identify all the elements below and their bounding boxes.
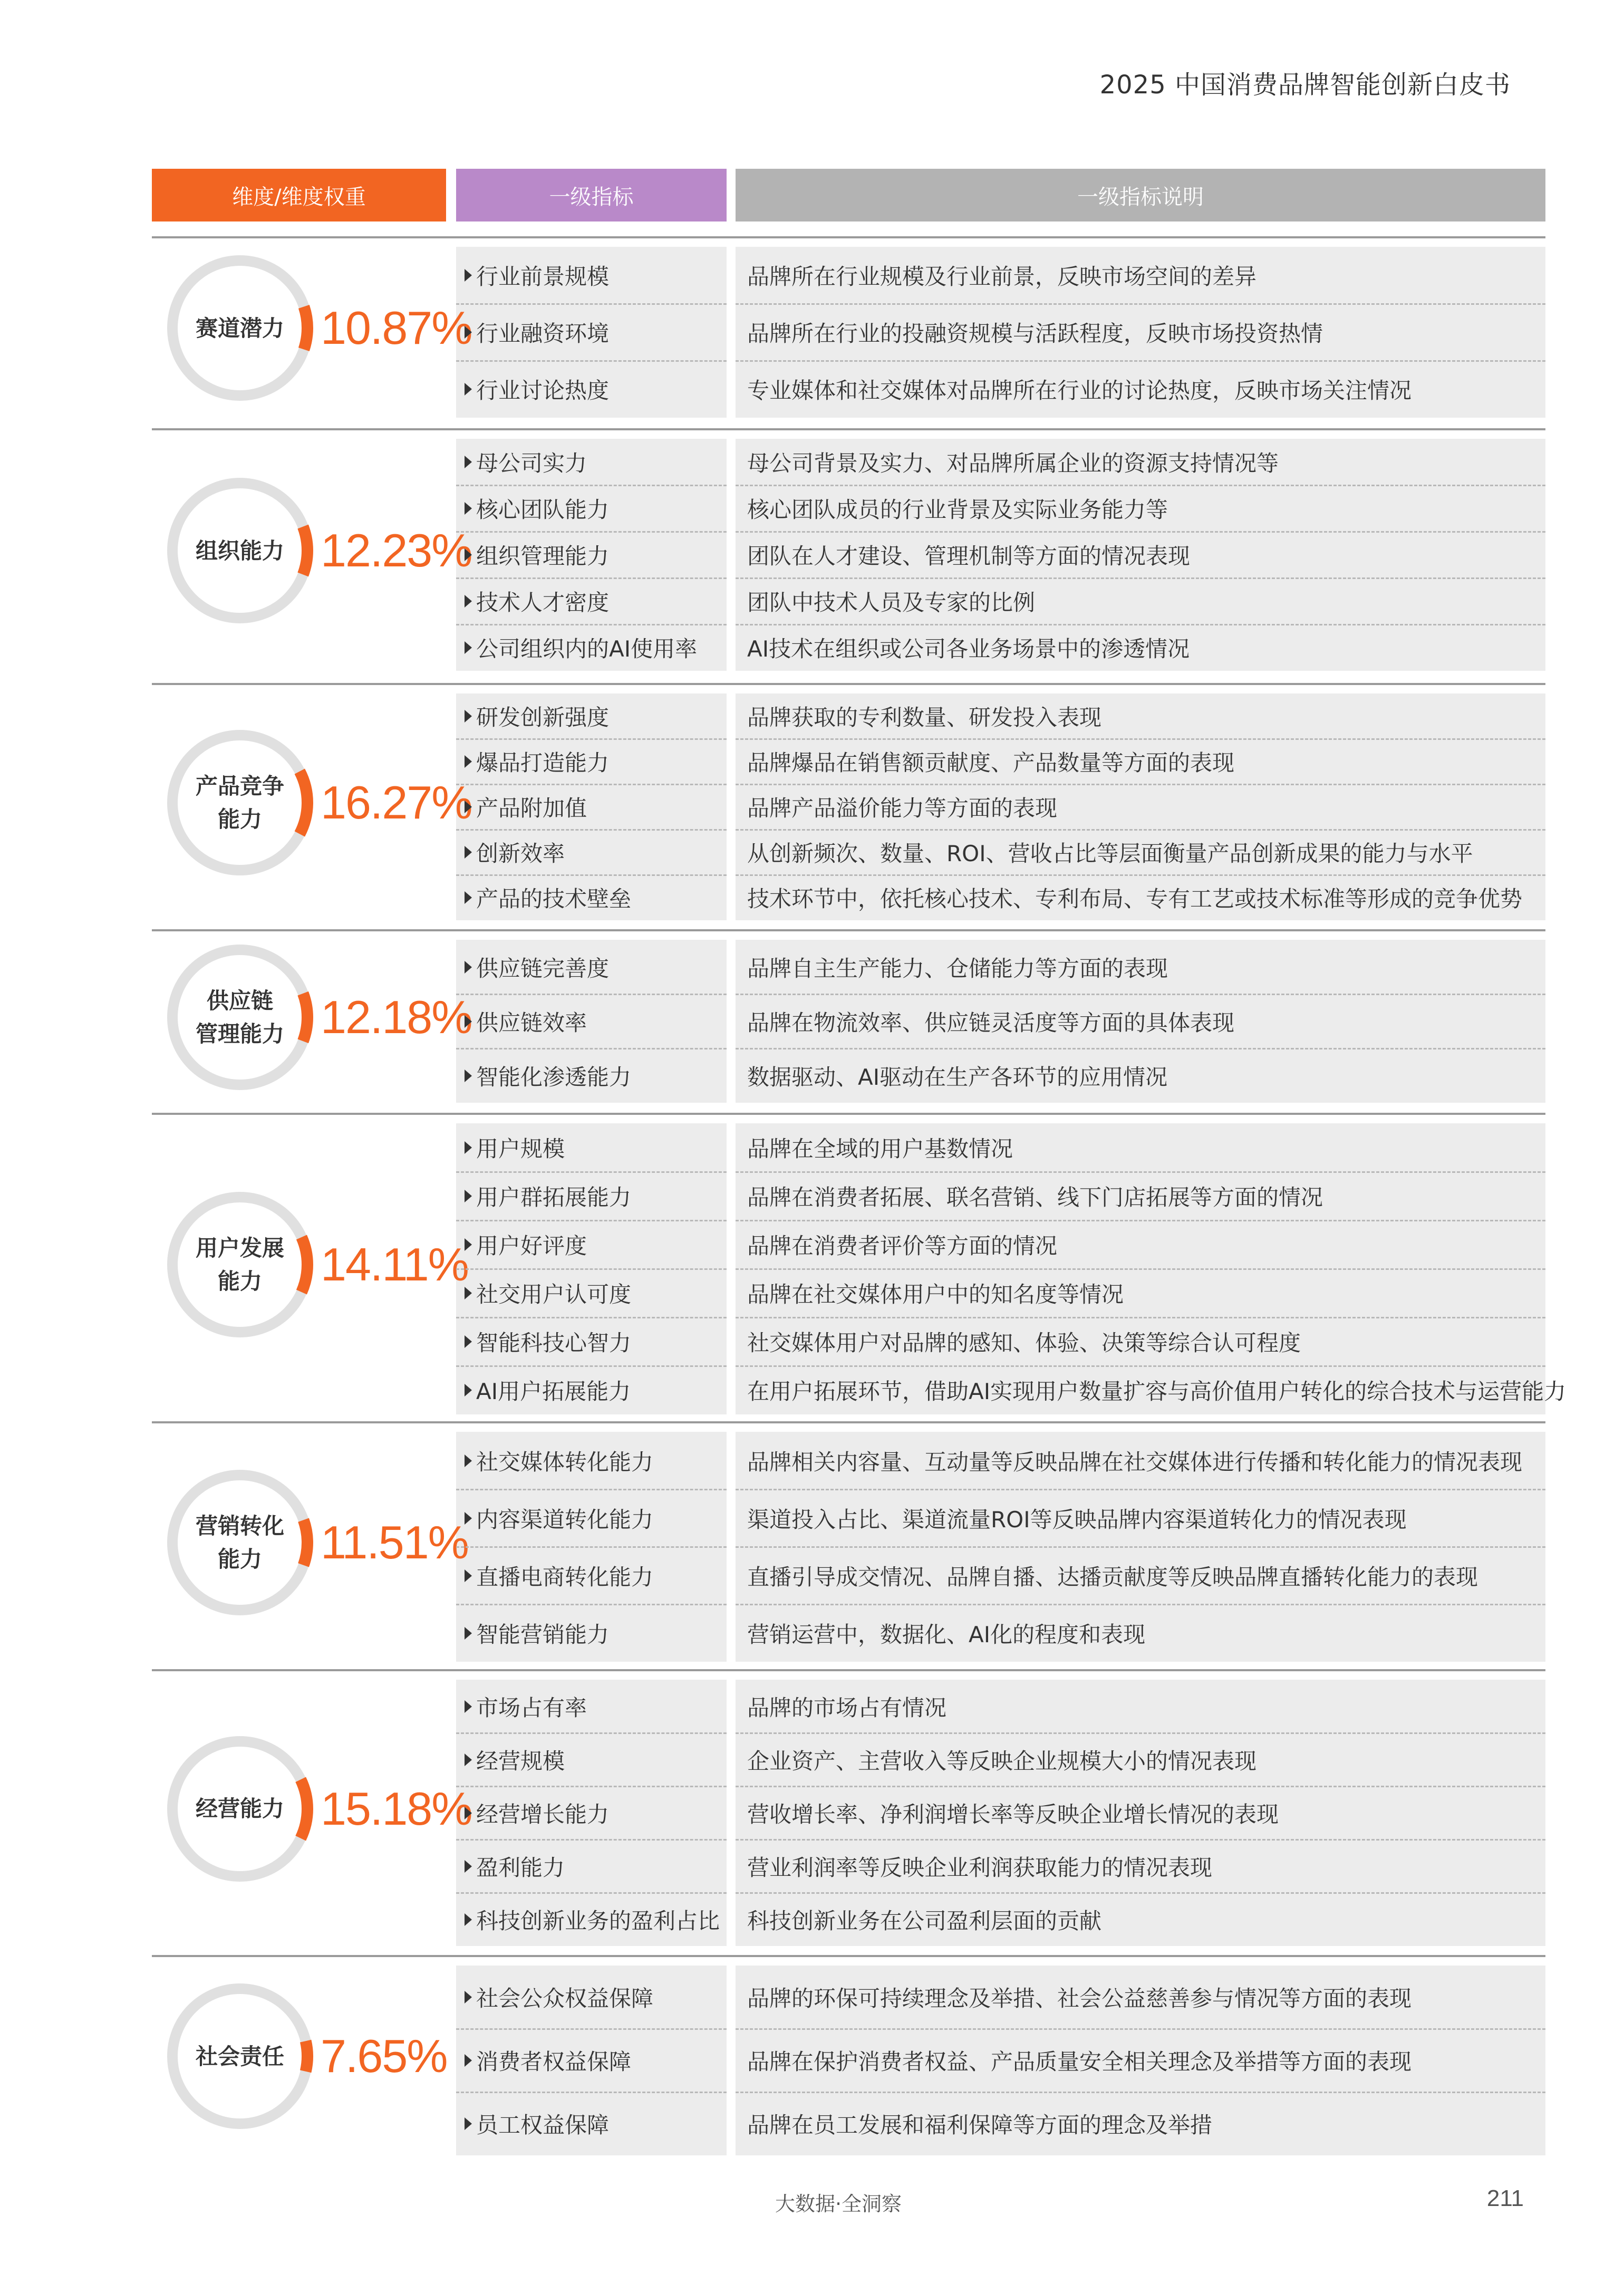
indicator-label: 社交媒体转化能力	[476, 1449, 654, 1475]
description-row	[736, 875, 1545, 920]
indicator-label: 经营增长能力	[476, 1801, 610, 1827]
dimension-section	[152, 1421, 1545, 1662]
dimension-cell	[152, 430, 472, 671]
description-row	[736, 1733, 1545, 1786]
indicator-label: 消费者权益保障	[476, 2049, 632, 2075]
triangle-bullet-icon	[465, 1569, 472, 1582]
triangle-bullet-icon	[465, 1754, 472, 1766]
indicator-row	[456, 1966, 727, 2029]
dimension-section	[152, 683, 1545, 920]
indicator-label: 智能科技心智力	[476, 1330, 632, 1356]
indicator-description: 营业利润率等反映企业利润获取能力的情况表现	[747, 1854, 1213, 1881]
indicator-row	[456, 1048, 727, 1103]
indicator-label: 市场占有率	[476, 1694, 587, 1721]
triangle-bullet-icon	[465, 1141, 472, 1154]
description-row	[736, 485, 1545, 532]
triangle-bullet-icon	[465, 710, 472, 723]
indicator-row	[456, 624, 727, 671]
indicator-description: 营收增长率、净利润增长率等反映企业增长情况的表现	[747, 1801, 1279, 1827]
indicator-row	[456, 1604, 727, 1662]
indicator-label: 创新效率	[476, 841, 565, 866]
description-row	[736, 1839, 1545, 1893]
indicator-description: 品牌在员工发展和福利保障等方面的理念及举措	[747, 2112, 1213, 2138]
triangle-bullet-icon	[465, 1700, 472, 1713]
weight-donut	[163, 1466, 316, 1619]
weight-donut	[163, 1732, 316, 1885]
indicator-row	[456, 1317, 727, 1366]
weight-donut	[163, 941, 316, 1094]
triangle-bullet-icon	[465, 1512, 472, 1525]
indicator-row	[456, 304, 727, 361]
indicator-label: 爆品打造能力	[476, 750, 610, 776]
description-row	[736, 439, 1545, 485]
indicator-row	[456, 1269, 727, 1317]
indicator-description: AI技术在组织或公司各业务场景中的渗透情况	[747, 636, 1190, 662]
description-row	[736, 2029, 1545, 2092]
dimension-cell	[152, 238, 472, 418]
triangle-bullet-icon	[465, 1287, 472, 1299]
description-row	[736, 1172, 1545, 1220]
dimension-weight: 16.27%	[321, 776, 472, 829]
description-row	[736, 1966, 1545, 2029]
indicator-row	[456, 1123, 727, 1172]
description-row	[736, 1123, 1545, 1172]
indicator-label: 供应链完善度	[476, 955, 610, 981]
indicator-description: 团队在人才建设、管理机制等方面的情况表现	[747, 543, 1191, 569]
indicator-description: 企业资产、主营收入等反映企业规模大小的情况表现	[747, 1748, 1257, 1774]
triangle-bullet-icon	[465, 1991, 472, 2003]
indicator-row	[456, 578, 727, 624]
indicator-description: 品牌在全域的用户基数情况	[747, 1136, 1013, 1162]
indicator-description: 核心团队成员的行业背景及实际业务能力等	[747, 497, 1168, 523]
indicator-label: 智能营销能力	[476, 1621, 610, 1648]
indicator-label: 用户规模	[476, 1136, 565, 1162]
indicator-label: 直播电商转化能力	[476, 1564, 654, 1590]
indicator-row	[456, 1786, 727, 1839]
indicator-description: 从创新频次、数量、ROI、营收占比等层面衡量产品创新成果的能力与水平	[747, 841, 1473, 866]
indicator-label: 用户好评度	[476, 1233, 587, 1259]
description-row	[736, 940, 1545, 994]
dimension-weight: 11.51%	[321, 1516, 468, 1568]
indicator-description: 社交媒体用户对品牌的感知、体验、决策等综合认可程度	[747, 1330, 1301, 1356]
indicator-description: 在用户拓展环节，借助AI实现用户数量扩容与高价值用户转化的综合技术与运营能力	[747, 1379, 1567, 1404]
indicator-label: AI用户拓展能力	[476, 1379, 631, 1404]
column-header-dimension: 维度/维度权重	[152, 169, 446, 221]
indicator-row	[456, 361, 727, 418]
triangle-bullet-icon	[465, 1627, 472, 1640]
dimension-weight: 12.18%	[321, 990, 472, 1043]
description-row	[736, 739, 1545, 784]
dimension-name: 经营能力	[195, 1796, 284, 1822]
triangle-bullet-icon	[465, 1860, 472, 1873]
dimension-section	[152, 929, 1545, 1103]
triangle-bullet-icon	[465, 1190, 472, 1202]
weight-donut	[163, 252, 316, 404]
dimension-section	[152, 428, 1545, 671]
dimension-section	[152, 1669, 1545, 1946]
description-row	[736, 1604, 1545, 1662]
indicator-description: 品牌在消费者拓展、联名营销、线下门店拓展等方面的情况	[747, 1184, 1323, 1210]
triangle-bullet-icon	[465, 961, 472, 974]
indicator-row	[456, 784, 727, 830]
indicator-label: 产品的技术壁垒	[476, 886, 632, 912]
description-row	[736, 830, 1545, 875]
triangle-bullet-icon	[465, 2054, 472, 2067]
indicator-description: 数据驱动、AI驱动在生产各环节的应用情况	[747, 1064, 1168, 1090]
indicator-label: 行业讨论热度	[476, 378, 610, 403]
weight-donut	[163, 474, 316, 627]
indicator-row	[456, 1489, 727, 1547]
indicator-row	[456, 439, 727, 485]
triangle-bullet-icon	[465, 641, 472, 654]
weight-donut	[163, 726, 316, 879]
indicator-label: 核心团队能力	[476, 497, 610, 523]
indicator-row	[456, 1366, 727, 1414]
indicator-description: 品牌在社交媒体用户中的知名度等情况	[747, 1282, 1124, 1307]
indicator-row	[456, 1172, 727, 1220]
indicator-description: 科技创新业务在公司盈利层面的贡献	[747, 1908, 1102, 1934]
description-row	[736, 304, 1545, 361]
dimension-section	[152, 1955, 1545, 2155]
indicator-description: 团队中技术人员及专家的比例	[747, 590, 1036, 615]
dimension-cell	[152, 1671, 472, 1946]
triangle-bullet-icon	[465, 2117, 472, 2130]
description-row	[736, 1317, 1545, 1366]
description-row	[736, 578, 1545, 624]
description-row	[736, 784, 1545, 830]
indicator-description: 品牌的市场占有情况	[747, 1694, 947, 1721]
indicator-description: 技术环节中，依托核心技术、专利布局、专有工艺或技术标准等形成的竞争优势	[747, 886, 1523, 912]
indicator-row	[456, 2092, 727, 2155]
description-row	[736, 693, 1545, 739]
description-row	[736, 1489, 1545, 1547]
dimension-cell	[152, 1423, 468, 1662]
dimension-name: 赛道潜力	[195, 315, 284, 341]
indicator-description: 品牌在物流效率、供应链灵活度等方面的具体表现	[747, 1009, 1235, 1036]
description-row	[736, 1432, 1545, 1489]
indicator-description: 品牌自主生产能力、仓储能力等方面的表现	[747, 955, 1168, 981]
triangle-bullet-icon	[465, 1015, 472, 1028]
description-row	[736, 532, 1545, 578]
indicator-label: 公司组织内的AI使用率	[476, 636, 698, 662]
indicator-description: 品牌所在行业规模及行业前景，反映市场空间的差异	[747, 264, 1257, 290]
description-row	[736, 1220, 1545, 1269]
indicator-label: 用户群拓展能力	[476, 1184, 632, 1210]
dimension-name: 营销转化 能力	[195, 1513, 284, 1572]
dimension-weight: 12.23%	[321, 524, 472, 576]
description-row	[736, 2092, 1545, 2155]
triangle-bullet-icon	[465, 1384, 472, 1396]
dimension-name: 用户发展 能力	[195, 1235, 284, 1294]
indicator-description: 专业媒体和社交媒体对品牌所在行业的讨论热度，反映市场关注情况	[747, 378, 1412, 403]
indicator-row	[456, 693, 727, 739]
triangle-bullet-icon	[465, 326, 472, 339]
dimension-name: 组织能力	[195, 537, 284, 564]
indicator-label: 研发创新强度	[476, 705, 610, 730]
indicator-label: 科技创新业务的盈利占比	[476, 1908, 720, 1934]
triangle-bullet-icon	[465, 1238, 472, 1251]
indicator-row	[456, 940, 727, 994]
description-row	[736, 361, 1545, 418]
triangle-bullet-icon	[465, 1454, 472, 1467]
indicator-description: 直播引导成交情况、品牌自播、达播贡献度等反映品牌直播转化能力的表现	[747, 1564, 1478, 1590]
indicator-label: 行业融资环境	[476, 321, 610, 346]
dimension-name: 产品竞争 能力	[195, 773, 284, 832]
indicator-label: 智能化渗透能力	[476, 1064, 632, 1090]
dimension-cell	[152, 1957, 456, 2155]
column-header-description: 一级指标说明	[736, 169, 1545, 221]
description-row	[736, 994, 1545, 1048]
dimension-weight: 15.18%	[321, 1782, 472, 1835]
indicator-description: 品牌爆品在销售额贡献度、产品数量等方面的表现	[747, 750, 1235, 776]
triangle-bullet-icon	[465, 801, 472, 813]
description-row	[736, 1048, 1545, 1103]
description-row	[736, 1680, 1545, 1733]
triangle-bullet-icon	[465, 1070, 472, 1082]
indicator-label: 行业前景规模	[476, 264, 610, 290]
dimension-weight: 14.11%	[321, 1238, 468, 1290]
indicator-description: 品牌产品溢价能力等方面的表现	[747, 795, 1058, 821]
indicator-row	[456, 830, 727, 875]
description-row	[736, 1269, 1545, 1317]
description-row	[736, 624, 1545, 671]
indicator-label: 母公司实力	[476, 450, 587, 476]
description-row	[736, 1893, 1545, 1946]
indicator-row	[456, 532, 727, 578]
indicator-label: 社会公众权益保障	[476, 1986, 654, 2011]
indicator-description: 品牌在消费者评价等方面的情况	[747, 1233, 1058, 1259]
triangle-bullet-icon	[465, 1807, 472, 1819]
indicator-description: 品牌获取的专利数量、研发投入表现	[747, 705, 1102, 730]
dimension-section	[152, 236, 1545, 418]
weight-donut	[163, 1980, 316, 2133]
weight-donut	[163, 1188, 316, 1341]
indicator-row	[456, 1893, 727, 1946]
footer-slogan: 大数据·全洞察	[775, 2192, 902, 2215]
dimension-weight: 10.87%	[321, 302, 472, 354]
triangle-bullet-icon	[465, 846, 472, 859]
indicator-label: 产品附加值	[476, 795, 587, 821]
indicator-row	[456, 1839, 727, 1893]
triangle-bullet-icon	[465, 1913, 472, 1926]
indicator-description: 品牌的环保可持续理念及举措、社会公益慈善参与情况等方面的表现	[747, 1986, 1412, 2011]
dimension-name: 社会责任	[195, 2043, 284, 2069]
indicator-row	[456, 994, 727, 1048]
indicator-row	[456, 1432, 727, 1489]
indicator-label: 组织管理能力	[476, 543, 610, 569]
dimension-section	[152, 1113, 1567, 1414]
description-row	[736, 1366, 1567, 1414]
triangle-bullet-icon	[465, 269, 472, 282]
triangle-bullet-icon	[465, 548, 472, 561]
description-row	[736, 247, 1545, 304]
indicator-description: 品牌在保护消费者权益、产品质量安全相关理念及举措等方面的表现	[747, 2049, 1412, 2075]
indicator-description: 渠道投入占比、渠道流量ROI等反映品牌内容渠道转化力的情况表现	[747, 1506, 1407, 1533]
indicator-row	[456, 485, 727, 532]
indicator-label: 供应链效率	[476, 1009, 587, 1036]
indicator-description: 品牌所在行业的投融资规模与活跃程度，反映市场投资热情	[747, 321, 1323, 346]
triangle-bullet-icon	[465, 456, 472, 468]
dimension-name: 供应链 管理能力	[195, 987, 284, 1047]
indicator-row	[456, 875, 727, 920]
indicator-label: 盈利能力	[476, 1854, 565, 1881]
document-title: 2025 中国消费品牌智能创新白皮书	[1099, 70, 1511, 100]
indicator-label: 社交用户认可度	[476, 1282, 632, 1307]
indicator-description: 品牌相关内容量、互动量等反映品牌在社交媒体进行传播和转化能力的情况表现	[747, 1449, 1523, 1475]
triangle-bullet-icon	[465, 755, 472, 768]
dimension-cell	[152, 931, 472, 1103]
indicator-row	[456, 247, 727, 304]
dimension-cell	[152, 685, 472, 920]
indicator-row	[456, 1680, 727, 1733]
indicator-label: 技术人才密度	[476, 590, 610, 615]
triangle-bullet-icon	[465, 891, 472, 904]
indicator-label: 员工权益保障	[476, 2112, 610, 2138]
page-number: 211	[1486, 2185, 1524, 2211]
description-row	[736, 1547, 1545, 1604]
dimension-weight: 7.65%	[321, 2030, 447, 2082]
indicator-row	[456, 739, 727, 784]
indicator-row	[456, 1547, 727, 1604]
indicator-label: 内容渠道转化能力	[476, 1506, 654, 1533]
triangle-bullet-icon	[465, 383, 472, 396]
indicator-description: 营销运营中，数据化、AI化的程度和表现	[747, 1621, 1146, 1648]
indicator-row	[456, 1733, 727, 1786]
triangle-bullet-icon	[465, 502, 472, 515]
column-header-indicator: 一级指标	[456, 169, 727, 221]
indicator-description: 母公司背景及实力、对品牌所属企业的资源支持情况等	[747, 450, 1279, 476]
indicator-row	[456, 2029, 727, 2092]
triangle-bullet-icon	[465, 1335, 472, 1348]
dimension-cell	[152, 1115, 468, 1414]
indicator-row	[456, 1220, 727, 1269]
description-row	[736, 1786, 1545, 1839]
triangle-bullet-icon	[465, 595, 472, 608]
indicator-label: 经营规模	[476, 1748, 565, 1774]
